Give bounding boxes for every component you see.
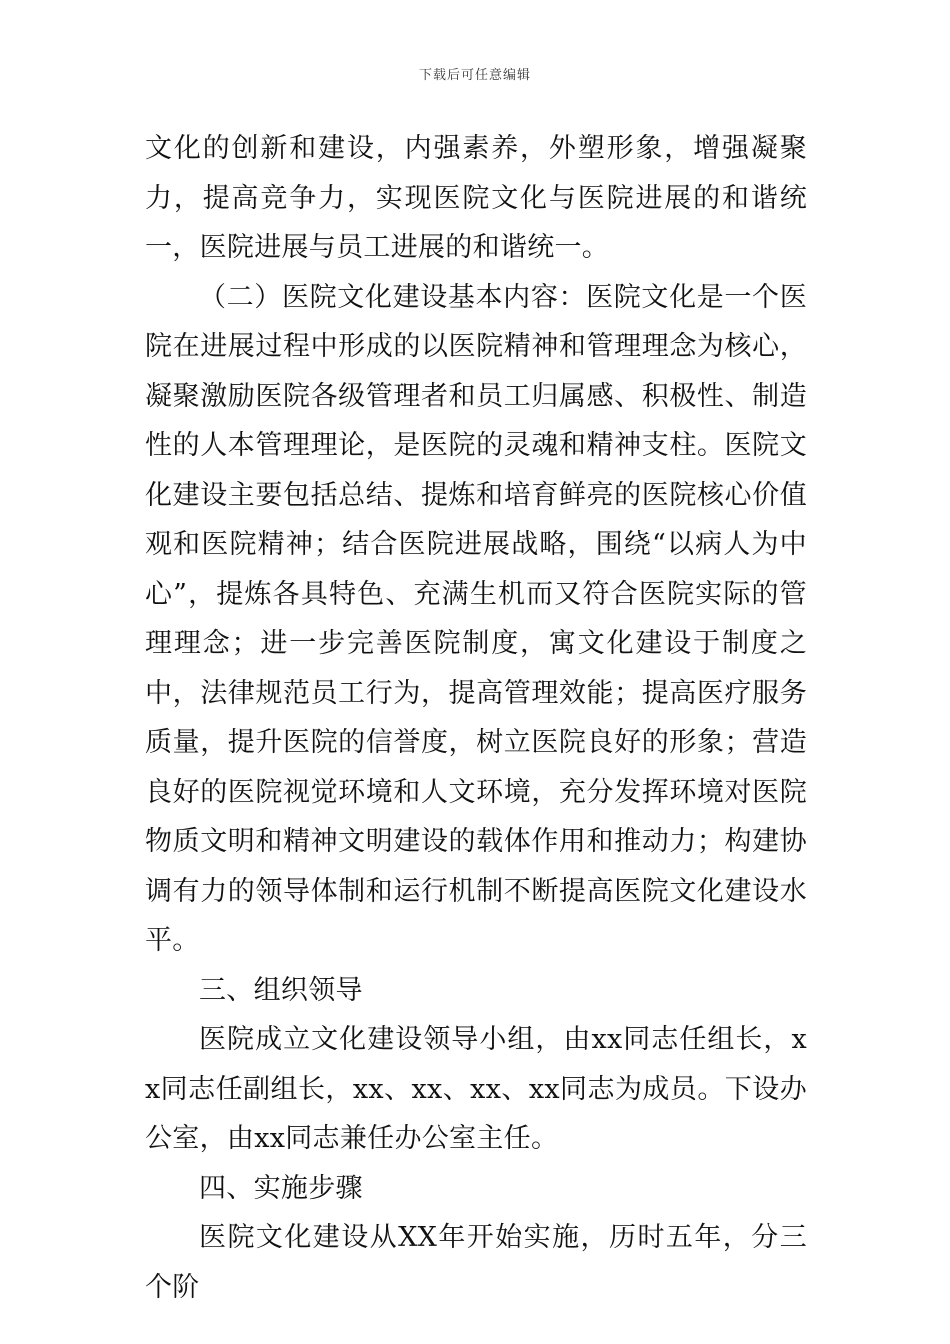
paragraph-continuation: 文化的创新和建设，内强素养，外塑形象，增强凝聚力，提高竞争力，实现医院文化与医院进展的和谐统一，医院进展与员工进展的和谐统一。	[145, 133, 807, 263]
section-heading-steps: 四、实施步骤	[199, 1172, 363, 1204]
paragraph-steps: 医院文化建设从XX年开始实施，历时五年，分三个阶	[145, 1222, 807, 1303]
section-heading-organization: 三、组织领导	[199, 974, 363, 1006]
paragraph-basic-content: （二）医院文化建设基本内容：医院文化是一个医院在进展过程中形成的以医院精神和管理理念为核心，凝聚激励医院各级管理者和员工归属感、积极性、制造性的人本管理理论，是医院的灵魂和精神支柱。医院文化建设主要包括总结、提炼和培育鲜亮的医院核心价值观和医院精神；结合医院进展战略，围绕“以病人为中心”，提炼各具特色、充满生机而又符合医院实际的管理理念；进一步完善医院制度，寓文化建设于制度之中，法律规范员工行为，提高管理效能；提高医疗服务质量，提升医院的信誉度，树立医院良好的形象；营造良好的医院视觉环境和人文环境，充分发挥环境对医院物质文明和精神文明建设的载体作用和推动力；构建协调有力的领导体制和运行机制不断提高医院文化建设水平。	[145, 281, 807, 956]
paragraph-organization: 医院成立文化建设领导小组，由xx同志任组长，xx同志任副组长，xx、xx、xx、xx同志为成员。下设办公室，由xx同志兼任办公室主任。	[145, 1024, 807, 1154]
document-body	[145, 124, 807, 1312]
header-note: 下载后可任意编辑	[418, 68, 531, 83]
